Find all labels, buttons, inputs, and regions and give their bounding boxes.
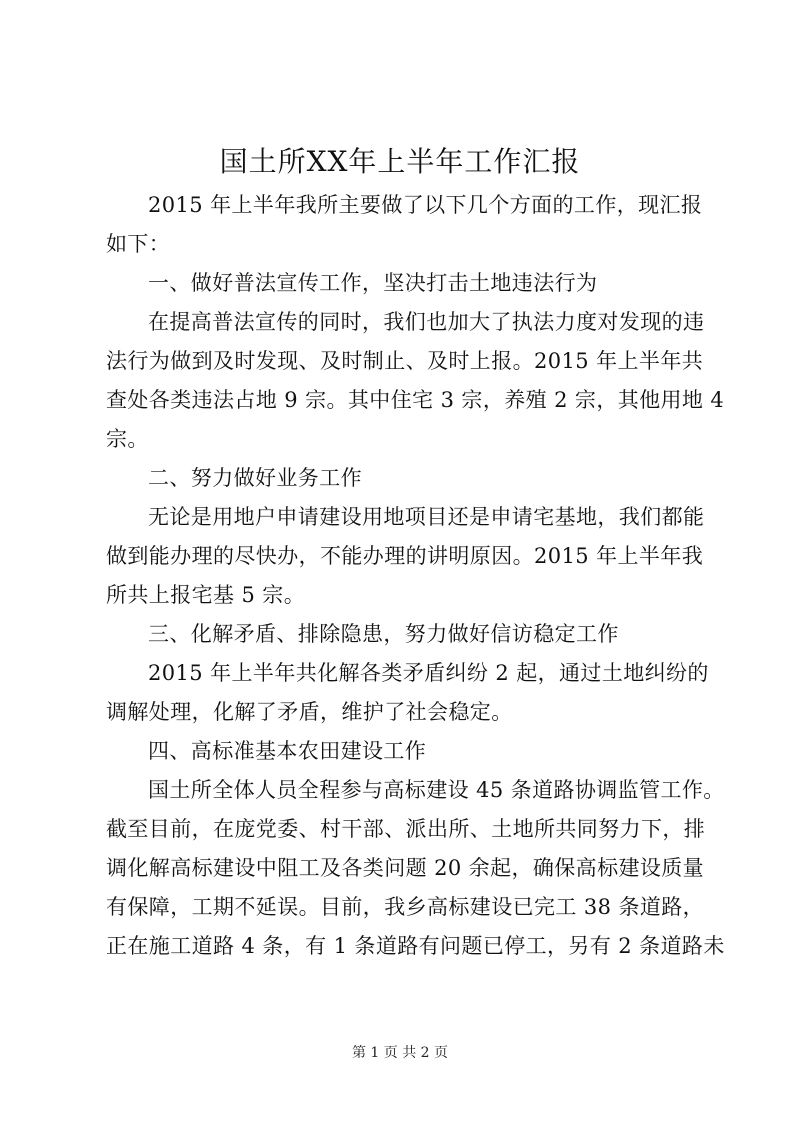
- section-4-line-3: 调化解高标建设中阻工及各类问题 20 余起，确保高标建设质量: [106, 856, 705, 880]
- section-4-line-2: 截至目前，在庞党委、村干部、派出所、土地所共同努力下，排: [106, 817, 706, 841]
- paragraph-intro-line-2: 如下：: [106, 232, 171, 256]
- section-4-line-1: 国土所全体人员全程参与高标建设 45 条道路协调监管工作。: [148, 778, 725, 802]
- document-title: 国土所XX年上半年工作汇报: [219, 145, 581, 178]
- section-heading-3: 三、化解矛盾、排除隐患，努力做好信访稳定工作: [148, 622, 619, 646]
- section-1-line-2: 法行为做到及时发现、及时制止、及时上报。2015 年上半年共: [106, 349, 704, 373]
- page-footer: 第 1 页 共 2 页: [351, 1045, 449, 1061]
- section-3-line-2: 调解处理，化解了矛盾，维护了社会稳定。: [106, 700, 513, 724]
- section-2-line-1: 无论是用地户申请建设用地项目还是申请宅基地，我们都能: [148, 505, 705, 529]
- section-4-line-5: 正在施工道路 4 条，有 1 条道路有问题已停工，另有 2 条道路未: [106, 934, 725, 958]
- section-1-line-3: 查处各类违法占地 9 宗。其中住宅 3 宗，养殖 2 宗，其他用地 4: [106, 388, 725, 412]
- section-2-line-2: 做到能办理的尽快办，不能办理的讲明原因。2015 年上半年我: [106, 544, 704, 568]
- section-3-line-1: 2015 年上半年共化解各类矛盾纠纷 2 起，通过土地纠纷的: [148, 661, 709, 685]
- section-1-line-1: 在提高普法宣传的同时，我们也加大了执法力度对发现的违: [148, 310, 705, 334]
- section-heading-1: 一、做好普法宣传工作，坚决打击土地违法行为: [148, 271, 598, 295]
- section-1-line-4: 宗。: [106, 427, 149, 451]
- section-2-line-3: 所共上报宅基 5 宗。: [106, 583, 306, 607]
- section-heading-2: 二、努力做好业务工作: [148, 466, 362, 490]
- section-heading-4: 四、高标准基本农田建设工作: [148, 739, 427, 763]
- paragraph-intro-line-1: 2015 年上半年我所主要做了以下几个方面的工作，现汇报: [148, 193, 703, 217]
- section-4-line-4: 有保障，工期不延误。目前，我乡高标建设已完工 38 条道路，: [106, 895, 705, 919]
